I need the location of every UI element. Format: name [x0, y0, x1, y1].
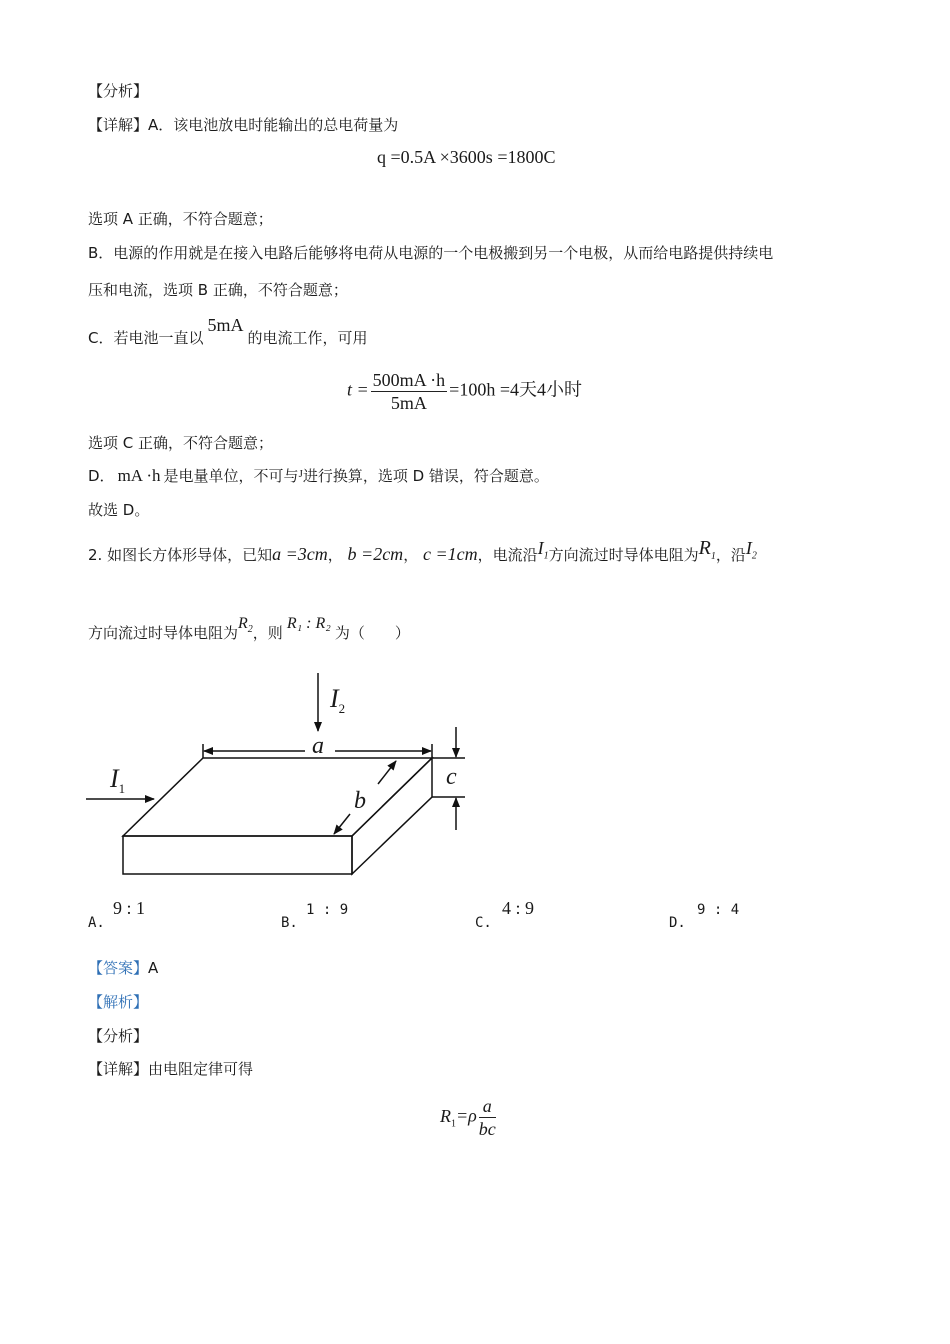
- option-c-value[interactable]: 4 : 9: [502, 898, 535, 918]
- option-b-value[interactable]: 1 : 9: [306, 902, 349, 918]
- eq-r1-symbol: R: [440, 1105, 451, 1126]
- equation-time-fraction: [371, 370, 448, 413]
- option-b-line1: B．电源的作用就是在接入电路后能够将电荷从电源的一个电极搬到另一个电极，从而给电路提供持续电: [88, 244, 774, 262]
- eq-denominator: bc: [478, 1119, 496, 1139]
- option-d-joule: J: [298, 468, 303, 480]
- sep-2: ，: [403, 546, 419, 564]
- question-2-line2: [88, 615, 410, 651]
- option-c-prefix: C．若电池一直以: [88, 329, 204, 347]
- label-i1-subscript: 1: [118, 781, 126, 797]
- i1-symbol: I: [537, 538, 544, 558]
- option-c-letter[interactable]: C.: [475, 915, 492, 931]
- question-2-line1: [88, 537, 757, 574]
- box-side-face: [352, 758, 432, 874]
- resistance-r2: [238, 615, 253, 636]
- option-d-mid: 是电量单位，不可与: [163, 467, 299, 485]
- option-d-suffix: 进行换算，选项 D 错误，符合题意。: [302, 467, 549, 485]
- equation-time: [347, 370, 582, 413]
- option-d-value[interactable]: 9 : 4: [697, 902, 740, 918]
- label-i1-symbol: I: [110, 764, 119, 793]
- label-c: c: [446, 764, 457, 790]
- option-d-unit: mA ·h: [117, 466, 161, 485]
- option-d-text: [88, 465, 549, 489]
- label-b: b: [354, 788, 366, 814]
- r2-subscript: 2: [247, 624, 253, 636]
- r2-symbol: R: [238, 615, 248, 632]
- question-text-c: 方向流过时导体电阻为: [548, 546, 699, 564]
- question-text-g: 为（ ）: [334, 624, 410, 642]
- given-a: a =3cm: [272, 544, 328, 564]
- i2-symbol: I: [745, 538, 752, 558]
- current-i2: [745, 538, 757, 562]
- sep-1: ，: [327, 546, 343, 564]
- detail-text-2: 【详解】由电阻定律可得: [88, 1060, 254, 1078]
- answer-label: 【答案】: [88, 959, 149, 977]
- given-b: b =2cm: [347, 544, 404, 564]
- b-dimension-down: [334, 814, 350, 834]
- option-a-value[interactable]: 9 : 1: [113, 898, 146, 918]
- box-top-face: [123, 758, 432, 836]
- question-text-b: ，电流沿: [477, 546, 538, 564]
- eq-fraction: [479, 1096, 496, 1139]
- i1-subscript: 1: [543, 550, 549, 562]
- option-c-intro: [88, 315, 368, 349]
- option-c-suffix: 的电流工作，可用: [247, 329, 368, 347]
- option-c-current: 5mA: [207, 315, 244, 335]
- given-c: c =1cm: [422, 544, 478, 564]
- r1-symbol: R: [698, 537, 711, 559]
- section-heading-analysis: 【分析】: [88, 82, 149, 100]
- answer-value: A: [148, 959, 159, 977]
- option-a-conclusion: 选项 A 正确，不符合题意；: [88, 210, 273, 228]
- label-a: a: [312, 733, 324, 759]
- conclusion-text: 故选 D。: [88, 501, 150, 519]
- equation-time-rhs: =100h =4天4小时: [449, 379, 582, 400]
- label-i2: [330, 684, 345, 724]
- equation-charge: q =0.5A ×3600s =1800C: [377, 147, 556, 167]
- current-i1: [537, 538, 549, 562]
- option-b-letter[interactable]: B.: [281, 915, 298, 931]
- option-d-letter[interactable]: D.: [669, 915, 686, 931]
- label-i1: [110, 764, 125, 804]
- option-a-letter[interactable]: A.: [88, 915, 105, 931]
- option-c-conclusion: 选项 C 正确，不符合题意；: [88, 434, 274, 452]
- eq-r1-subscript: 1: [451, 1118, 456, 1130]
- option-b-line2: 压和电流，选项 B 正确，不符合题意；: [88, 281, 348, 299]
- question-number: 2.: [88, 546, 103, 564]
- eq-r1: [440, 1105, 456, 1130]
- label-i2-symbol: I: [330, 684, 339, 713]
- question-text-f: ，则: [252, 624, 283, 642]
- r1-subscript: 1: [710, 551, 716, 562]
- eq-numerator: a: [479, 1096, 496, 1118]
- equation-time-denominator: 5mA: [390, 393, 427, 413]
- ratio-expression: R₁ : R₂: [286, 615, 331, 632]
- box-front-face: [123, 836, 352, 874]
- b-dimension-up: [378, 761, 396, 784]
- i2-subscript: 2: [751, 550, 757, 562]
- answer-line: [88, 957, 158, 979]
- resistance-r1: [698, 537, 716, 562]
- equation-time-numerator: 500mA ·h: [372, 370, 446, 390]
- equation-time-lhs: t =: [347, 379, 369, 400]
- detail-intro: 【详解】A．该电池放电时能输出的总电荷量为: [88, 116, 399, 134]
- analysis-label-2: 【分析】: [88, 1027, 149, 1045]
- option-d-prefix: D．: [88, 467, 115, 485]
- question-text-a: 如图长方体形导体，已知: [107, 546, 273, 564]
- question-text-d: ，沿: [715, 546, 746, 564]
- eq-rho: =ρ: [456, 1105, 477, 1126]
- equation-resistance: [440, 1096, 498, 1139]
- explanation-label: 【解析】: [88, 993, 149, 1011]
- label-i2-subscript: 2: [338, 701, 346, 717]
- question-text-e: 方向流过时导体电阻为: [88, 624, 239, 642]
